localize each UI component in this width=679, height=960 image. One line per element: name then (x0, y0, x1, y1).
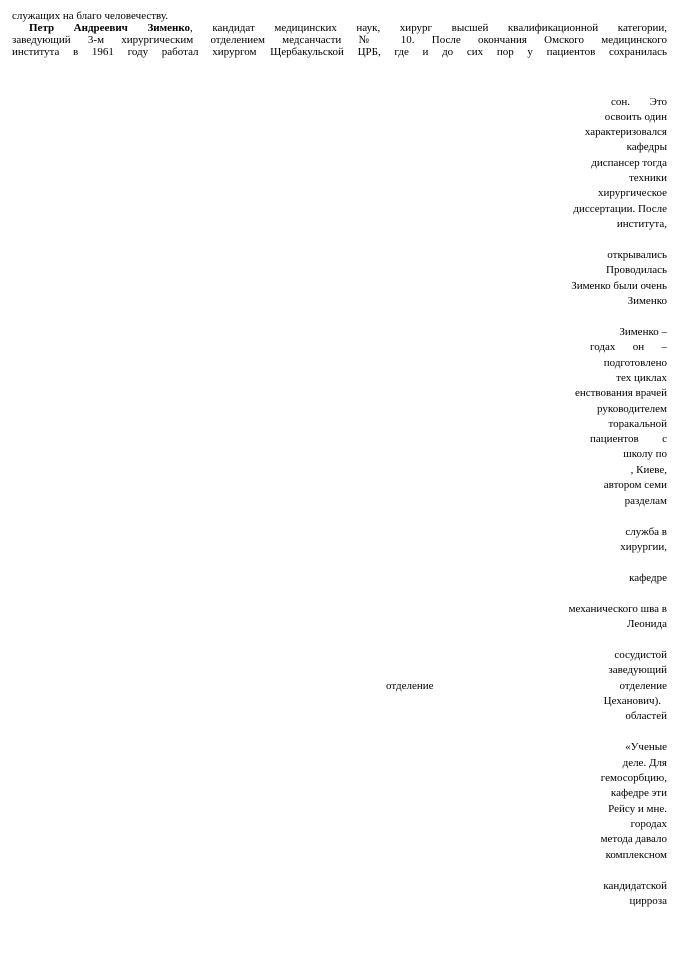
right-fragment: кафедры (626, 141, 667, 153)
intro-line-1: служащих на благо человечеству. (12, 10, 169, 22)
right-fragment: Рейсу и мне. (608, 803, 667, 815)
right-fragment: годах он – (590, 341, 667, 353)
right-fragment: диссертации. После (573, 203, 667, 215)
right-fragment: сосудистой (614, 649, 667, 661)
right-fragment: Зименко были очень (571, 280, 667, 292)
right-fragment: Зименко (627, 295, 667, 307)
middle-fragment: отделение (386, 680, 434, 692)
right-fragment: отделение (619, 680, 667, 692)
right-fragment: метода давало (600, 833, 667, 845)
right-fragment: Цеханович). (603, 695, 661, 707)
right-fragment: деле. Для (622, 757, 667, 769)
right-fragment: комплексном (605, 849, 667, 861)
right-fragment: института, (616, 218, 667, 230)
right-fragment: освоить один (604, 111, 667, 123)
right-fragment: цирроза (629, 895, 667, 907)
right-fragment: сон. Это (611, 96, 667, 108)
intro-paragraph-line-1 (12, 22, 667, 34)
right-fragment: заведующий (608, 664, 667, 676)
right-fragment: , Киеве, (630, 464, 667, 476)
right-fragment: хирургии, (620, 541, 667, 553)
right-fragment: хирургическое (597, 187, 667, 199)
right-fragment: енствования врачей (574, 387, 667, 399)
right-fragment: кафедре (629, 572, 667, 584)
right-fragment: Зименко – (619, 326, 667, 338)
right-fragment: руководителем (597, 403, 667, 415)
person-name: Петр Андреевич Зименко (29, 22, 191, 34)
intro-paragraph-line-3: института в 1961 году работал хирургом Щербакульской ЦРБ, где и до сих пор у пациентов сохранилась (12, 46, 667, 58)
right-fragment: служба в (625, 526, 667, 538)
right-fragment: кандидатской (603, 880, 667, 892)
right-fragment: тех циклах (616, 372, 667, 384)
right-fragment: пациентов с (590, 433, 667, 445)
right-fragment: Проводилась (606, 264, 667, 276)
right-fragment: разделам (624, 495, 667, 507)
right-fragment: диспансер тогда (591, 157, 667, 169)
right-fragment: автором семи (603, 479, 667, 491)
right-fragment: характеризовался (584, 126, 667, 138)
right-fragment: подготовлено (603, 357, 667, 369)
intro-paragraph-line-1-rest: , кандидат медицинских наук, хирург высшей квалификационной категории, (190, 22, 667, 34)
right-fragment: областей (625, 710, 667, 722)
right-fragment: «Ученые (625, 741, 667, 753)
right-fragment: Леонида (626, 618, 667, 630)
right-fragment: школу по (623, 448, 667, 460)
intro-paragraph-line-2: заведующий 3-м хирургическим отделением медсанчасти № 10. После окончания Омского медицинского (12, 34, 667, 46)
right-fragment: торакальной (608, 418, 667, 430)
right-fragment: техники (628, 172, 667, 184)
right-fragment: открывались (607, 249, 667, 261)
right-fragment: гемосорбцию, (600, 772, 667, 784)
right-fragment: городах (630, 818, 667, 830)
right-fragment: кафедре эти (610, 787, 667, 799)
right-fragment: механического шва в (568, 603, 667, 615)
